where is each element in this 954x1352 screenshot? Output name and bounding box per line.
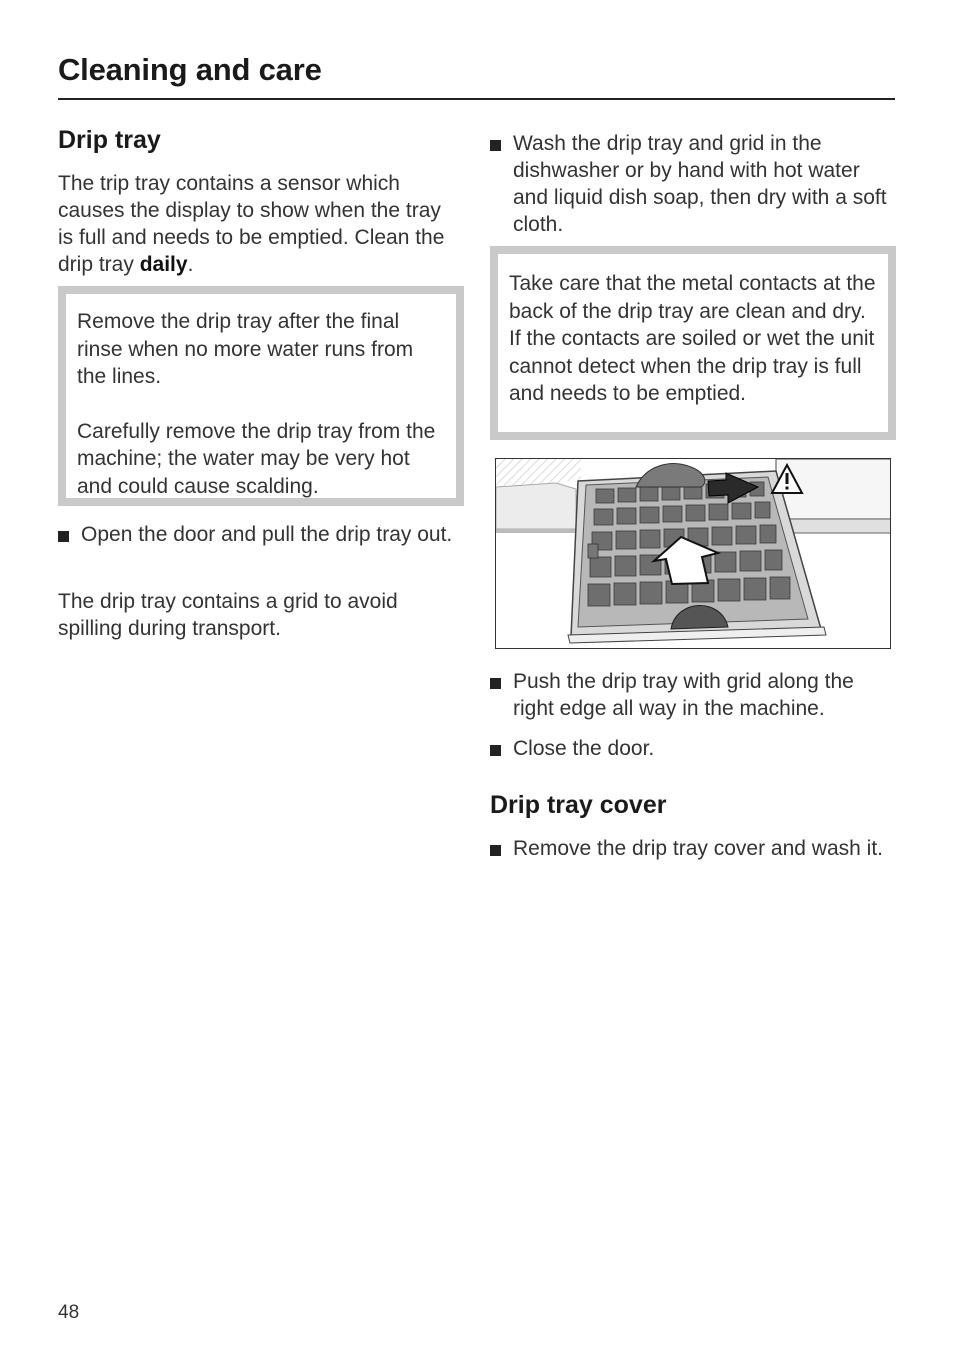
section-heading-drip-tray: Drip tray	[58, 126, 161, 154]
page-number: 48	[58, 1302, 80, 1323]
bullet-square-icon	[490, 140, 501, 151]
bullet-square-icon	[490, 845, 501, 856]
note-paragraph-2: Carefully remove the drip tray from the machine; the water may be very hot and could cause scalding.	[77, 419, 436, 498]
bullet-square-icon	[490, 678, 501, 689]
bullet-text: Remove the drip tray cover and wash it.	[513, 837, 884, 860]
intro-paragraph	[58, 170, 458, 278]
title-divider	[58, 98, 895, 100]
page-title: Cleaning and care	[58, 52, 322, 87]
note-paragraph-1: Remove the drip tray after the final rinse when no more water runs from the lines.	[77, 310, 414, 388]
list-item	[490, 130, 895, 238]
list-item	[58, 521, 458, 548]
bullet-text: Open the door and pull the drip tray out.	[81, 523, 453, 546]
bullet-text: Push the drip tray with grid along the right edge all way in the machine.	[513, 670, 854, 720]
note-paragraph: Take care that the metal contacts at the back of the drip tray are clean and dry. If the contacts are soiled or wet the unit cannot detect when the drip tray is full and needs to be emptied.	[509, 272, 876, 405]
list-item	[490, 835, 895, 862]
bullet-square-icon	[58, 531, 69, 542]
intro-bold: daily	[139, 253, 188, 276]
bullet-text: Wash the drip tray and grid in the dishwasher or by hand with hot water and liquid dish soap, then dry with a soft cloth.	[513, 132, 887, 236]
warning-note-box	[58, 286, 464, 506]
contacts-note-box	[490, 246, 896, 440]
section-heading-drip-tray-cover: Drip tray cover	[490, 791, 667, 819]
list-item	[490, 668, 895, 722]
bullet-text: Close the door.	[513, 737, 655, 760]
drip-tray-illustration	[495, 458, 891, 649]
grid-paragraph: The drip tray contains a grid to avoid spilling during transport.	[58, 590, 398, 640]
intro-end: .	[187, 253, 194, 276]
bullet-square-icon	[490, 745, 501, 756]
intro-text: The trip tray contains a sensor which causes the display to show when the tray is full and needs to be emptied. Clean the drip tray	[58, 172, 445, 276]
list-item	[490, 735, 895, 762]
drip-tray-drawing	[496, 459, 891, 649]
